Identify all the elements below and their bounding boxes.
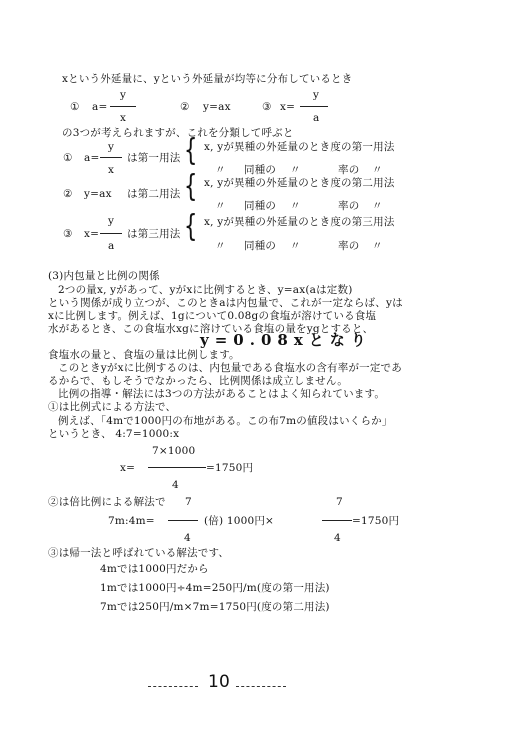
usage-1-bottom: 率の: [338, 164, 360, 176]
brace-icon: {: [184, 133, 198, 168]
paragraph-line: xに比例します。例えば、1gについて0.08gの食塩が溶けている食塩: [48, 310, 377, 322]
usage-1-ditto: 〃: [215, 164, 226, 176]
usage-3-name: は第三用法: [127, 228, 181, 240]
usage-2-ditto: 〃: [372, 200, 383, 212]
formula-3-numerator: y: [313, 89, 320, 101]
method-3-title: ③は帰一法と呼ばれている解法です、: [48, 547, 230, 559]
usage-3-numerator: y: [108, 215, 115, 227]
fraction-bar: [100, 157, 122, 158]
usage-1-label: ①: [63, 152, 73, 164]
usage-1-numerator: y: [108, 141, 115, 153]
method-2-numerator: 7: [336, 496, 343, 508]
footer-dash-left: [148, 686, 198, 688]
usage-1-name: は第一用法: [127, 152, 181, 164]
method-1-line: というとき、 4:7=1000:x: [48, 428, 180, 440]
usage-3-bottom: 同種の: [244, 240, 277, 252]
formula-3-label: ③: [262, 101, 272, 113]
method-2-numerator: 7: [185, 496, 192, 508]
paragraph-line: 2つの量x, yがあって、yがxに比例するとき、y=ax(aは定数): [58, 284, 353, 296]
usage-2-top: x, yが異種の外延量のとき度の第二用法: [204, 177, 395, 189]
paragraph-line: 水があるとき、この食塩水xgに溶けている食塩の量をygとすると、: [48, 323, 374, 335]
usage-3-ditto: 〃: [372, 240, 383, 252]
usage-3-bottom: 率の: [338, 240, 360, 252]
formula-3-lhs: x=: [280, 101, 296, 113]
method-2-denominator: 4: [184, 532, 191, 544]
footer-dash-right: [236, 686, 286, 688]
page-number: 10: [208, 672, 231, 692]
usage-1-top: x, yが異種の外延量のとき度の第一用法: [204, 141, 395, 153]
method-3-line: 4mでは1000円だから: [100, 563, 209, 575]
usage-2-lhs: y=ax: [84, 188, 112, 200]
method-2-rhs: =1750円: [352, 515, 400, 527]
usage-2-bottom: 率の: [338, 200, 360, 212]
fraction-bar: [322, 520, 352, 521]
formula-2-label: ②: [180, 101, 190, 113]
usage-1-denominator: x: [108, 164, 115, 176]
fraction-bar: [168, 520, 198, 521]
formula-1-label: ①: [70, 101, 80, 113]
usage-3-ditto: 〃: [290, 240, 301, 252]
usage-2-ditto: 〃: [290, 200, 301, 212]
method-2-middle: (倍) 1000円×: [204, 515, 275, 527]
usage-3-top: x, yが異種の外延量のとき度の第三用法: [204, 216, 395, 228]
paragraph-line: るからで、もしそうでなかったら、比例関係は成立しません。: [48, 375, 348, 387]
method-2-denominator: 4: [334, 532, 341, 544]
method-2-title: ②は倍比例による解法で: [48, 496, 166, 508]
usage-2-label: ②: [63, 188, 73, 200]
fraction-bar: [148, 467, 206, 468]
method-1-rhs: =1750円: [206, 462, 254, 474]
fraction-bar: [300, 106, 328, 107]
formula-1-numerator: y: [120, 89, 127, 101]
method-1-numerator: 7×1000: [152, 445, 196, 457]
method-1-title: ①は比例式による方法で、: [48, 401, 177, 413]
brace-icon: {: [184, 169, 198, 204]
paragraph-line: このときyがxに比例するのは、内包量である食塩水の含有率が一定であ: [58, 362, 402, 374]
usage-3-ditto: 〃: [215, 240, 226, 252]
usage-1-ditto: 〃: [372, 164, 383, 176]
method-1-lhs: x=: [120, 462, 136, 474]
paragraph-line: 食塩水の量と、食塩の量は比例します。: [48, 349, 240, 361]
key-formula: y=0.08xとなり: [200, 331, 372, 349]
usage-2-bottom: 同種の: [244, 200, 277, 212]
section-heading: (3)内包量と比例の関係: [48, 270, 160, 282]
intro-summary: の3つが考えられますが、これを分類して呼ぶと: [62, 127, 294, 139]
intro-line: xという外延量に、yという外延量が均等に分布しているとき: [62, 73, 353, 85]
method-3-line: 7mでは250円/m×7m=1750円(度の第二用法): [100, 601, 330, 613]
brace-icon: {: [184, 209, 198, 244]
usage-1-bottom: 同種の: [244, 164, 277, 176]
paragraph-line: 比例の指導・解法には3つの方法があることはよく知られています。: [58, 388, 386, 400]
method-3-line: 1mでは1000円÷4m=250円/m(度の第一用法): [100, 582, 330, 594]
usage-3-denominator: a: [108, 240, 115, 252]
formula-3-denominator: a: [313, 112, 320, 124]
usage-3-label: ③: [63, 228, 73, 240]
method-1-denominator: 4: [172, 479, 179, 491]
formula-2: y=ax: [203, 101, 231, 113]
method-1-line: 例えば、「4mで1000円の布地がある。この布7mの値段はいくらか」: [58, 415, 393, 427]
formula-1-lhs: a=: [92, 101, 108, 113]
usage-2-ditto: 〃: [215, 200, 226, 212]
usage-2-name: は第二用法: [127, 188, 181, 200]
fraction-bar: [100, 233, 122, 234]
formula-1-denominator: x: [120, 112, 127, 124]
fraction-bar: [110, 106, 136, 107]
usage-3-lhs: x=: [84, 228, 100, 240]
method-2-equation: 7m:4m=: [108, 515, 155, 527]
paragraph-line: という関係が成り立つが、このときaは内包量で、これが一定ならば、yは: [48, 297, 403, 309]
usage-1-lhs: a=: [84, 152, 100, 164]
usage-1-ditto: 〃: [290, 164, 301, 176]
